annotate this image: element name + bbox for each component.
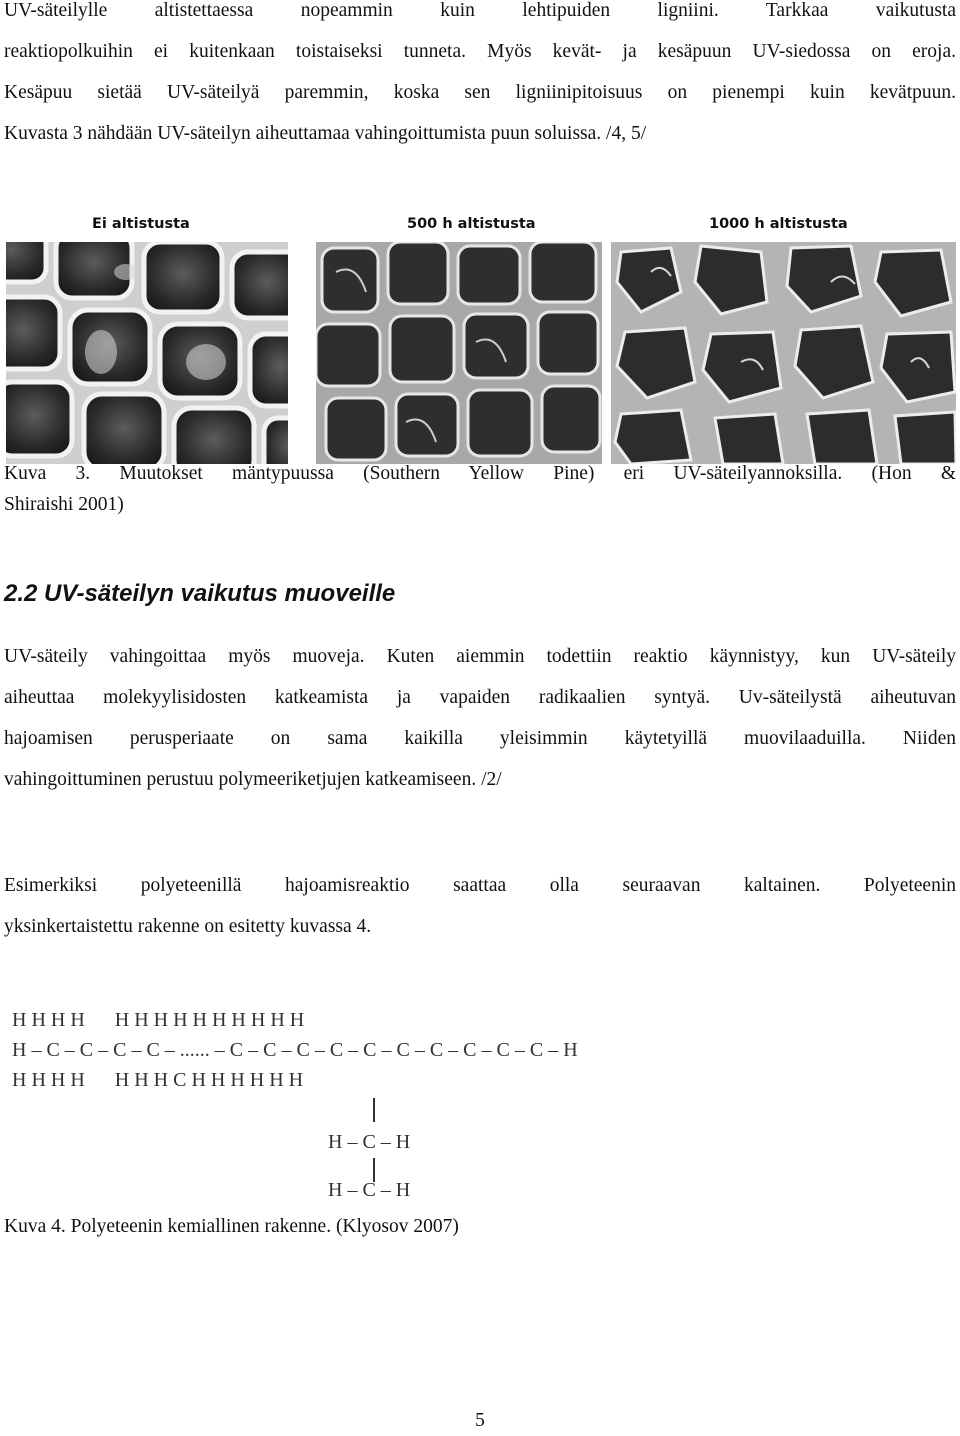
page-number: 5 — [475, 1410, 485, 1431]
text-line: UV-säteily vahingoittaa myös muoveja. Kuten aiemmin todettiin reaktio käynnistyy, kun UV-säteily — [4, 646, 956, 667]
text-line: yksinkertaistettu rakenne on esitetty kuvassa 4. — [4, 916, 372, 937]
text-line: aiheuttaa molekyylisidosten katkeamista ja vapaiden radikaalien syntyä. Uv-säteilystä aiheutuvan — [4, 687, 956, 708]
figure-3 — [0, 212, 960, 462]
text-line: Kuvasta 3 nähdään UV-säteilyn aiheuttamaa vahingoittumista puun soluissa. /4, 5/ — [4, 123, 647, 144]
uv-plastics-paragraph — [4, 636, 956, 800]
panel-label-500h: 500 h altistusta — [407, 216, 536, 232]
panel-label-1000h: 1000 h altistusta — [709, 216, 848, 232]
text-line: UV-säteilylle altistettaessa nopeammin kuin lehtipuiden ligniini. Tarkkaa vaikutusta — [4, 0, 956, 21]
micrograph-1000h — [611, 242, 956, 464]
text-line: hajoamisen perusperiaate on sama kaikilla yleisimmin käytetyillä muovilaaduilla. Niiden — [4, 728, 956, 749]
text-line: Esimerkiksi polyeteenillä hajoamisreaktio saattaa olla seuraavan kaltainen. Polyeteenin — [4, 875, 956, 896]
text-line: vahingoittuminen perustuu polymeeriketjujen katkeamiseen. /2/ — [4, 769, 502, 790]
micrograph-no-exposure — [6, 242, 288, 464]
panel-label-no-exposure: Ei altistusta — [92, 216, 190, 232]
formula-row-top: H H H H H H H H H H H H H H — [12, 1009, 305, 1031]
micrograph-500h — [316, 242, 602, 464]
text-line: Kesäpuu sietää UV-säteilyä paremmin, koska sen ligniinipitoisuus on pienempi kuin kevätpuun. — [4, 82, 956, 103]
polyethylene-structure — [12, 998, 652, 1198]
formula-branch-row1: H – C – H — [328, 1131, 411, 1153]
text-line: reaktiopolkuihin ei kuitenkaan toistaiseksi tunneta. Myös kevät- ja kesäpuun UV-siedossa on eroja. — [4, 41, 956, 62]
caption-line: Kuva 3. Muutokset mäntypuussa (Southern Yellow Pine) eri UV-säteilyannoksilla. (Hon & — [4, 463, 956, 484]
example-paragraph — [4, 865, 956, 947]
formula-row-main: H – C – C – C – C – ...... – C – C – C – C – C – C – C – C – C – C – H — [12, 1039, 578, 1061]
intro-paragraph — [4, 0, 956, 154]
figure-4-caption: Kuva 4. Polyeteenin kemiallinen rakenne. (Klyosov 2007) — [4, 1216, 459, 1237]
caption-line: Shiraishi 2001) — [4, 494, 124, 515]
formula-branch-row2: H – C – H — [328, 1179, 411, 1198]
section-heading: 2.2 UV-säteilyn vaikutus muoveille — [4, 580, 396, 607]
formula-row-bottom: H H H H H H H C H H H H H H — [12, 1069, 304, 1091]
figure-3-caption — [4, 458, 956, 520]
